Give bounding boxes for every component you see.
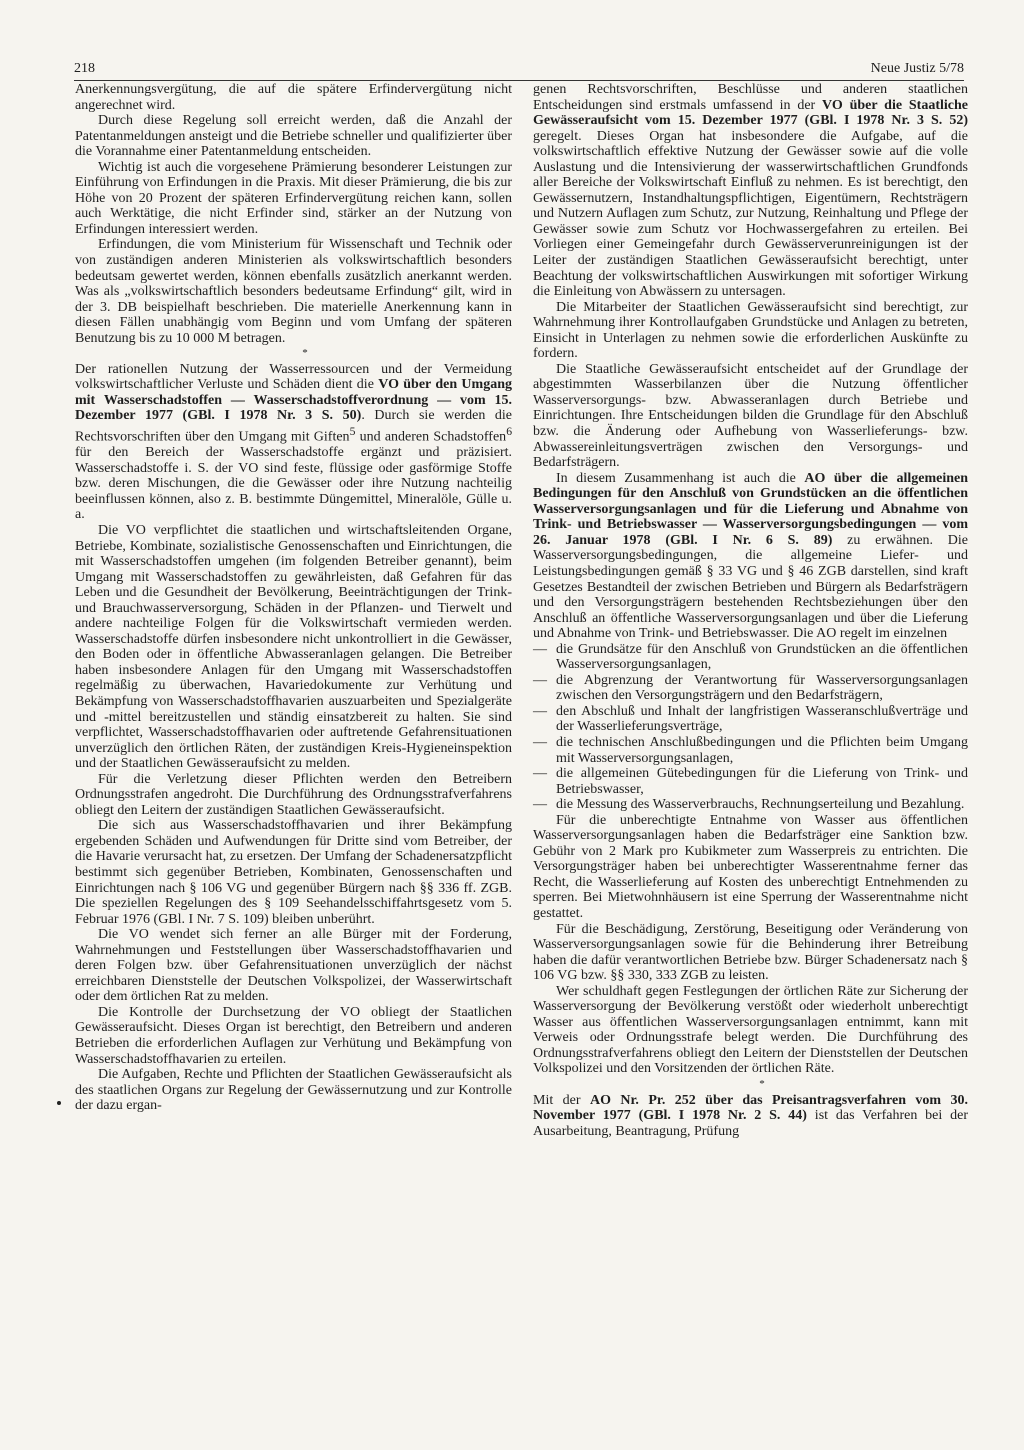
page-number: 218	[74, 61, 95, 76]
right-column	[533, 82, 968, 1139]
paragraph: Die Mitarbeiter der Staatlichen Gewässeraufsicht sind berechtigt, zur Wahrnehmung ihrer Kontrollaufgaben Grundstücke und Anlagen zu betreten, Einsicht in Unterlagen zu nehmen sowie die erforderlichen Auskünfte zu fordern.	[533, 299, 968, 362]
margin-mark	[57, 1101, 61, 1105]
regulation-list	[533, 642, 968, 813]
paragraph	[533, 471, 968, 642]
paragraph	[533, 82, 968, 300]
header-rule	[74, 80, 964, 81]
list-item: — die Grundsätze für den Anschluß von Grundstücken an die öffentlichen Wasserversorgungsanlagen,	[533, 642, 968, 673]
list-item: — den Abschluß und Inhalt der langfristigen Wasseranschlußverträge und der Wasserlieferungsverträge,	[533, 704, 968, 735]
paragraph: Die Kontrolle der Durchsetzung der VO obliegt der Staatlichen Gewässeraufsicht. Dieses Organ ist berechtigt, den Betreibern und anderen Betrieben die erforderlichen Auflagen zur Verhütung und Bekämpfung von Wasserschadstoffhavarien zu erteilen.	[75, 1004, 512, 1067]
paragraph: Durch diese Regelung soll erreicht werden, daß die Anzahl der Patentanmeldungen ansteigt und die Betriebe schneller und qualifizierter über die Vorannahme einer Patentanmeldung entscheiden.	[75, 113, 512, 160]
list-item: — die allgemeinen Gütebedingungen für die Lieferung von Trink- und Betriebswasser,	[533, 766, 968, 797]
paragraph: Für die unberechtigte Entnahme von Wasser aus öffentlichen Wasserversorgungsanlagen haben die Bedarfsträger eine Sanktion bzw. Gebühr von 2 Mark pro Kubikmeter zum Wasserpreis zu entrichten. Die Versorgungsträger haben bei unberechtigter Wasserentnahme ferner das Recht, die Wasserlieferung auf Kosten des unberechtigt Entnehmenden zu sperren. Bei Mietwohnhäusern ist eine Sperrung der Wasserentnahme nicht gestattet.	[533, 812, 968, 921]
regulation-title: VO über die Staatliche Gewässeraufsicht vom 15. Dezember 1977 (GBl. I 1978 Nr. 3 S. 52)	[533, 97, 968, 129]
journal-issue: Neue Justiz 5/78	[870, 61, 964, 76]
paragraph: Die Aufgaben, Rechte und Pflichten der Staatlichen Gewässeraufsicht als des staatlichen Organs zur Regelung der Gewässernutzung und zur Kontrolle der dazu ergan-	[75, 1067, 512, 1114]
text-run: zu erwähnen. Die Wasserversorgungsbedingungen, die allgemeine Liefer- und Leistungsbedingungen gemäß § 33 VG und § 46 ZGB darstellen, sind kraft Gesetzes Bestandteil der zwischen Betrieben und Bürgern als Bedarfsträgern und den Versorgungsträgern bestehenden Rechtsbeziehungen über den Anschluß an öffentliche Wasserversorgungsanlagen und über die Lieferung und Abnahme von Trink- und Betriebswasser. Die AO regelt im einzelnen	[533, 532, 969, 642]
text-run: Der rationellen Nutzung der Wasserressourcen und der Vermeidung volkswirtschaftlicher Verluste und Schäden dient die	[75, 361, 512, 393]
list-item: — die technischen Anschlußbedingungen und die Pflichten beim Umgang mit Wasserversorgungsanlagen,	[533, 735, 968, 766]
text-run: Mit der	[533, 1092, 590, 1108]
text-run: In diesem Zusammenhang ist auch die	[556, 470, 805, 486]
regulation-title: AO über die allgemeinen Bedingungen für den Anschluß von Grundstücken an die öffentlichen Wasserversorgungsanlagen und für die Lieferung und Abnahme von Trink- und Betriebswasser — Wasserversorgungsbedingungen — vom 26. Januar 1978 (GBl. I Nr. 6 S. 89)	[533, 470, 968, 548]
page-header	[74, 60, 964, 78]
text-run: für den Bereich der Wasserschadstoffe ergänzt und präzisiert. Wasserschadstoffe i. S. der VO sind feste, flüssige oder gasförmige Stoffe bzw. deren Mischungen, die die Gewässer oder ihre Nutzung nachteilig beeinflussen können, also z. B. bestimmte Düngemittel, Mineralöle, Gülle u. a.	[75, 445, 512, 523]
paragraph: Für die Beschädigung, Zerstörung, Beseitigung oder Veränderung von Wasserversorgungsanlagen sowie für die Behinderung ihrer Betreibung haben die dafür verantwortlichen Betriebe bzw. Bürger Schadenersatz nach § 106 VG bzw. §§ 330, 333 ZGB zu leisten.	[533, 921, 968, 984]
section-separator: *	[302, 347, 308, 360]
paragraph: Die VO wendet sich ferner an alle Bürger mit der Forderung, Wahrnehmungen und Feststellungen über Wasserschadstoffhavarien und deren Folgen bzw. über Gefahrensituationen unverzüglich der nächst erreichbaren Dienststelle der Deutschen Volkspolizei, der Wasserwirtschaft oder dem örtlichen Rat zu melden.	[75, 927, 512, 1005]
paragraph: Die VO verpflichtet die staatlichen und wirtschaftsleitenden Organe, Betriebe, Kombinate, sozialistische Genossenschaften und Einrichtungen, die mit Wasserschadstoffen umgehen (im folgenden Betreiber genannt), beim Umgang mit Wasserschadstoffen zu gewährleisten, daß Gefahren für das Leben und die Gesundheit der Bevölkerung, Beeinträchtigungen der Trink- und Brauchwasserversorgung, Schäden in der Pflanzen- und Tierwelt und andere nachteilige Folgen für die Volkswirtschaft vermieden werden. Wasserschadstoffe dürfen insbesondere nicht unkontrolliert in die Gewässer, den Boden oder in öffentliche Abwasseranlagen gelangen. Die Betreiber haben insbesondere Anlagen für den Umgang mit Wasserschadstoffen regelmäßig zu überwachen, Havariedokumente zur Verhütung und Bekämpfung von Wasserschadstoffhavarien auszuarbeiten und Spezialgeräte und -mittel bereitzustellen und ständig einsatzbereit zu halten. Sie sind verpflichtet, Wasserschadstoffhavarien oder auftretende Gefahrensituationen unverzüglich den örtlichen Räten, der zuständigen Kreis-Hygieneinspektion und der Staatlichen Gewässeraufsicht zu melden.	[75, 522, 512, 772]
footnote-ref-5: 5	[349, 425, 356, 439]
text-run: geregelt. Dieses Organ hat insbesondere die Aufgabe, auf die volkswirtschaftlich effektive Nutzung der Gewässer sowie auf die volle Auslastung und die Intensivierung der wasserwirtschaftlichen Grundfonds aller Bereiche der Volkswirtschaft Einfluß zu nehmen. Es ist berechtigt, den Gewässernutzern, Instandhaltungspflichtigen, Eigentümern, Rechtsträgern und Nutzern Auflagen zum Schutz, zur Nutzung, Reinhaltung und Pflege der Gewässer sowie zum Schutz vor Hochwassergefahren zu erteilen. Bei Vorliegen einer Gemeingefahr durch Gewässerverunreinigungen ist der Leiter der zuständigen Staatlichen Gewässeraufsicht berechtigt, unter Beachtung der volkswirtschaftlichen Auswirkungen mit sofortiger Wirkung die Einleitung von Abwässern zu untersagen.	[533, 128, 968, 300]
paragraph: Die Staatliche Gewässeraufsicht entscheidet auf der Grundlage der abgestimmten Wasserbilanzen über die Nutzung öffentlicher Wasserversorgungs- bzw. Abwasseranlagen durch Betriebe und Einrichtungen. Ihre Entscheidungen bilden die Grundlage für den Abschluß bzw. die Änderung oder Aufhebung von Wasserlieferungs- bzw. Abwassereinleitungsverträgen zwischen den Versorgungs- und Bedarfsträgern.	[533, 361, 968, 471]
section-separator: *	[759, 1078, 765, 1090]
paragraph: Die sich aus Wasserschadstoffhavarien und ihrer Bekämpfung ergebenden Schäden und Aufwendungen für Dritte sind vom Betreiber, der die Havarie verursacht hat, zu ersetzen. Der Umfang der Schadenersatzpflicht bestimmt sich gegenüber Betrieben, Kombinaten, Genossenschaften und Einrichtungen nach § 106 VG und gegenüber Bürgern nach §§ 336 ff. ZGB. Die speziellen Regelungen des § 109 Seehandelsschiffahrtsgesetz vom 5. Februar 1976 (GBl. I Nr. 7 S. 109) bleiben unberührt.	[75, 818, 512, 927]
footnote-ref-6: 6	[506, 425, 513, 439]
left-column	[75, 82, 512, 1114]
list-item: — die Messung des Wasserverbrauchs, Rechnungserteilung und Bezahlung.	[533, 797, 968, 813]
text-run: ist das Verfahren bei der Ausarbeitung, Beantragung, Prüfung	[533, 1108, 968, 1139]
list-item: — die Abgrenzung der Verantwortung für Wasserversorgungsanlagen zwischen den Versorgungsträgern und den Bedarfsträgern,	[533, 673, 968, 704]
regulation-title: VO über den Umgang mit Wasserschadstoffen — Wasserschadstoffverordnung — vom 15. Dezember 1977 (GBl. I 1978 Nr. 3 S. 50)	[75, 377, 512, 424]
paragraph	[533, 1093, 968, 1140]
text-run: und anderen Schadstoffen	[355, 429, 507, 445]
regulation-title: AO Nr. Pr. 252 über das Preisantragsverfahren vom 30. November 1977 (GBl. I 1978 Nr. 2 S. 44)	[533, 1092, 968, 1124]
paragraph: Für die Verletzung dieser Pflichten werden den Betreibern Ordnungsstrafen angedroht. Die Durchführung des Ordnungsstrafverfahrens obliegt den Leitern der zuständigen Staatlichen Gewässeraufsicht.	[75, 771, 512, 818]
text-run: . Durch sie werden die Rechtsvorschriften über den Umgang mit Giften	[75, 408, 513, 445]
paragraph: Wer schuldhaft gegen Festlegungen der örtlichen Räte zur Sicherung der Wasserversorgung der Bevölkerung verstößt oder wiederholt unberechtigt Wasser aus öffentlichen Wasserversorgungsanlagen entnimmt, kann mit Verweis oder Ordnungsstrafe belegt werden. Die Durchführung des Ordnungsstrafverfahrens obliegt den Leitern der Dienststellen der Deutschen Volkspolizei und den Vorsitzenden der örtlichen Räte.	[533, 983, 968, 1077]
text-run: genen Rechtsvorschriften, Beschlüsse und anderen staatlichen Entscheidungen sind erstmals umfassend in der	[533, 82, 968, 113]
paragraph	[75, 362, 512, 523]
paragraph: Anerkennungsvergütung, die auf die spätere Erfindervergütung nicht angerechnet wird.	[75, 82, 512, 113]
paragraph: Erfindungen, die vom Ministerium für Wissenschaft und Technik oder von zuständigen anderen Ministerien als volkswirtschaftlich besonders bedeutsam gewertet werden, können ebenfalls zusätzlich anerkannt werden. Was als „volkswirtschaftlich besonders bedeutsame Erfindung“ gilt, wird in der 3. DB beispielhaft beschrieben. Die materielle Anerkennung kann in diesen Fällen unabhängig vom Beginn und vom Umfang der späteren Benutzung bis zu 10 000 M betragen.	[75, 237, 512, 346]
paragraph: Wichtig ist auch die vorgesehene Prämierung besonderer Leistungen zur Einführung von Erfindungen in die Praxis. Mit dieser Prämierung, die bis zur Höhe von 20 Prozent der späteren Erfindervergütung reichen kann, sollen auch Werktätige, die nicht Erfinder sind, stärker an der Nutzung von Erfindungen interessiert werden.	[75, 159, 512, 237]
